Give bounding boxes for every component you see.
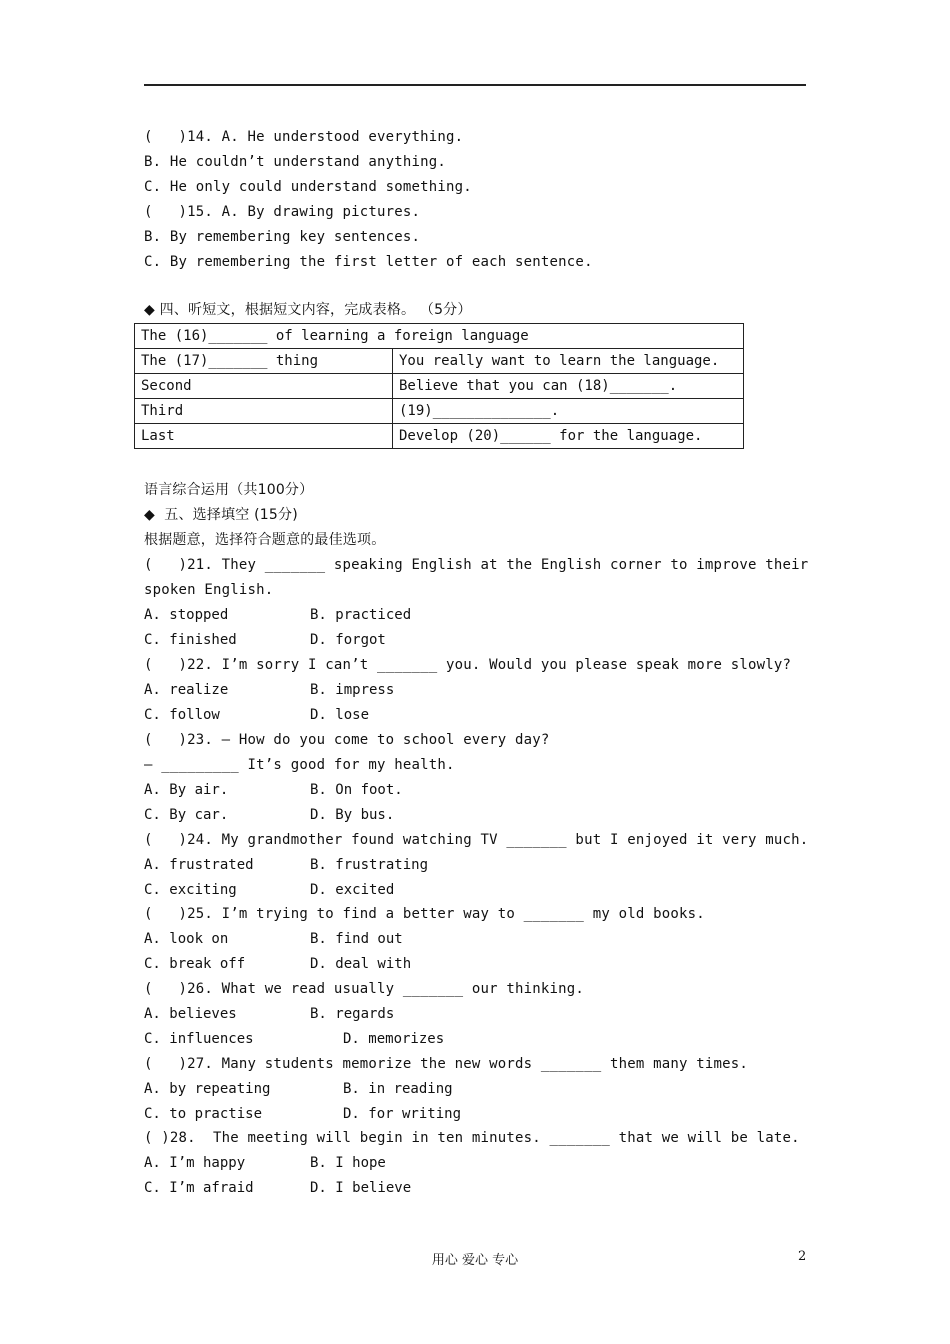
q28-option-c: C. I’m afraid [144,1180,254,1196]
table-cell: Second [135,374,393,399]
q23-option-a: A. By air. [144,782,229,798]
q26-option-a: A. believes [144,1006,237,1022]
q21-stem-cont: spoken English. [144,582,274,598]
q26-option-b: B. regards [310,1006,395,1022]
q23-stem-cont: — _________ It’s good for my health. [144,757,455,773]
q27-option-d: D. for writing [343,1106,462,1122]
q23-stem: ( )23. — How do you come to school every day? [144,732,550,748]
q26-option-d: D. memorizes [343,1031,445,1047]
q27-option-c: C. to practise [144,1106,263,1122]
q25-option-a: A. look on [144,931,229,947]
q21-option-d: D. forgot [310,632,386,648]
table-row [135,374,744,399]
q14-stem: ( )14. A. He understood everything. [144,129,464,145]
table-cell: Develop (20)______ for the language. [393,424,744,449]
q23-option-d: D. By bus. [310,807,395,823]
table-row [135,424,744,449]
part5-heading: ◆ 五、选择填空 (15分) [144,507,298,523]
table-cell: Third [135,399,393,424]
q24-option-d: D. excited [310,882,395,898]
q21-option-b: B. practiced [310,607,412,623]
table-cell: You really want to learn the language. [393,349,744,374]
q14-option-c: C. He only could understand something. [144,179,472,195]
q27-stem: ( )27. Many students memorize the new words _______ them many times. [144,1056,749,1072]
table-cell: (19)______________. [393,399,744,424]
q22-option-c: C. follow [144,707,220,723]
q28-option-d: D. I believe [310,1180,412,1196]
footer-motto: 用心 爱心 专心 [431,1253,519,1268]
q25-option-c: C. break off [144,956,246,972]
table-cell: Believe that you can (18)_______. [393,374,744,399]
q23-option-b: B. On foot. [310,782,403,798]
page-number: 2 [798,1249,807,1264]
q28-option-b: B. I hope [310,1155,386,1171]
q14-option-b: B. He couldn’t understand anything. [144,154,447,170]
q24-option-c: C. exciting [144,882,237,898]
header-rule [144,84,806,86]
section-title: 语言综合运用（共100分） [144,482,314,498]
part5-instruction: 根据题意，选择符合题意的最佳选项。 [144,532,386,548]
table-cell: The (17)_______ thing [135,349,393,374]
table-row [135,324,744,349]
q25-option-b: B. find out [310,931,403,947]
q23-option-c: C. By car. [144,807,229,823]
q26-stem: ( )26. What we read usually _______ our thinking. [144,981,585,997]
q27-option-b: B. in reading [343,1081,453,1097]
q15-stem: ( )15. A. By drawing pictures. [144,204,421,220]
q21-option-c: C. finished [144,632,237,648]
listening-table [134,323,744,449]
q25-option-d: D. deal with [310,956,412,972]
q21-stem: ( )21. They _______ speaking English at the English corner to improve their [144,557,809,573]
q26-option-c: C. influences [144,1031,254,1047]
q15-option-b: B. By remembering key sentences. [144,229,421,245]
q15-option-c: C. By remembering the first letter of each sentence. [144,254,593,270]
q24-option-a: A. frustrated [144,857,254,873]
q24-option-b: B. frustrating [310,857,429,873]
table-cell: Last [135,424,393,449]
q22-option-a: A. realize [144,682,229,698]
table-row [135,349,744,374]
q28-stem: ( )28. The meeting will begin in ten minutes. _______ that we will be late. [144,1130,800,1146]
q25-stem: ( )25. I’m trying to find a better way to _______ my old books. [144,906,705,922]
q22-option-b: B. impress [310,682,395,698]
q22-stem: ( )22. I’m sorry I can’t _______ you. Would you please speak more slowly? [144,657,792,673]
q28-option-a: A. I’m happy [144,1155,246,1171]
q27-option-a: A. by repeating [144,1081,271,1097]
q21-option-a: A. stopped [144,607,229,623]
q22-option-d: D. lose [310,707,370,723]
table-cell: The (16)_______ of learning a foreign language [135,324,744,349]
table-row [135,399,744,424]
part4-heading: ◆ 四、听短文，根据短文内容，完成表格。 （5分） [144,302,472,318]
q24-stem: ( )24. My grandmother found watching TV _______ but I enjoyed it very much. [144,832,809,848]
